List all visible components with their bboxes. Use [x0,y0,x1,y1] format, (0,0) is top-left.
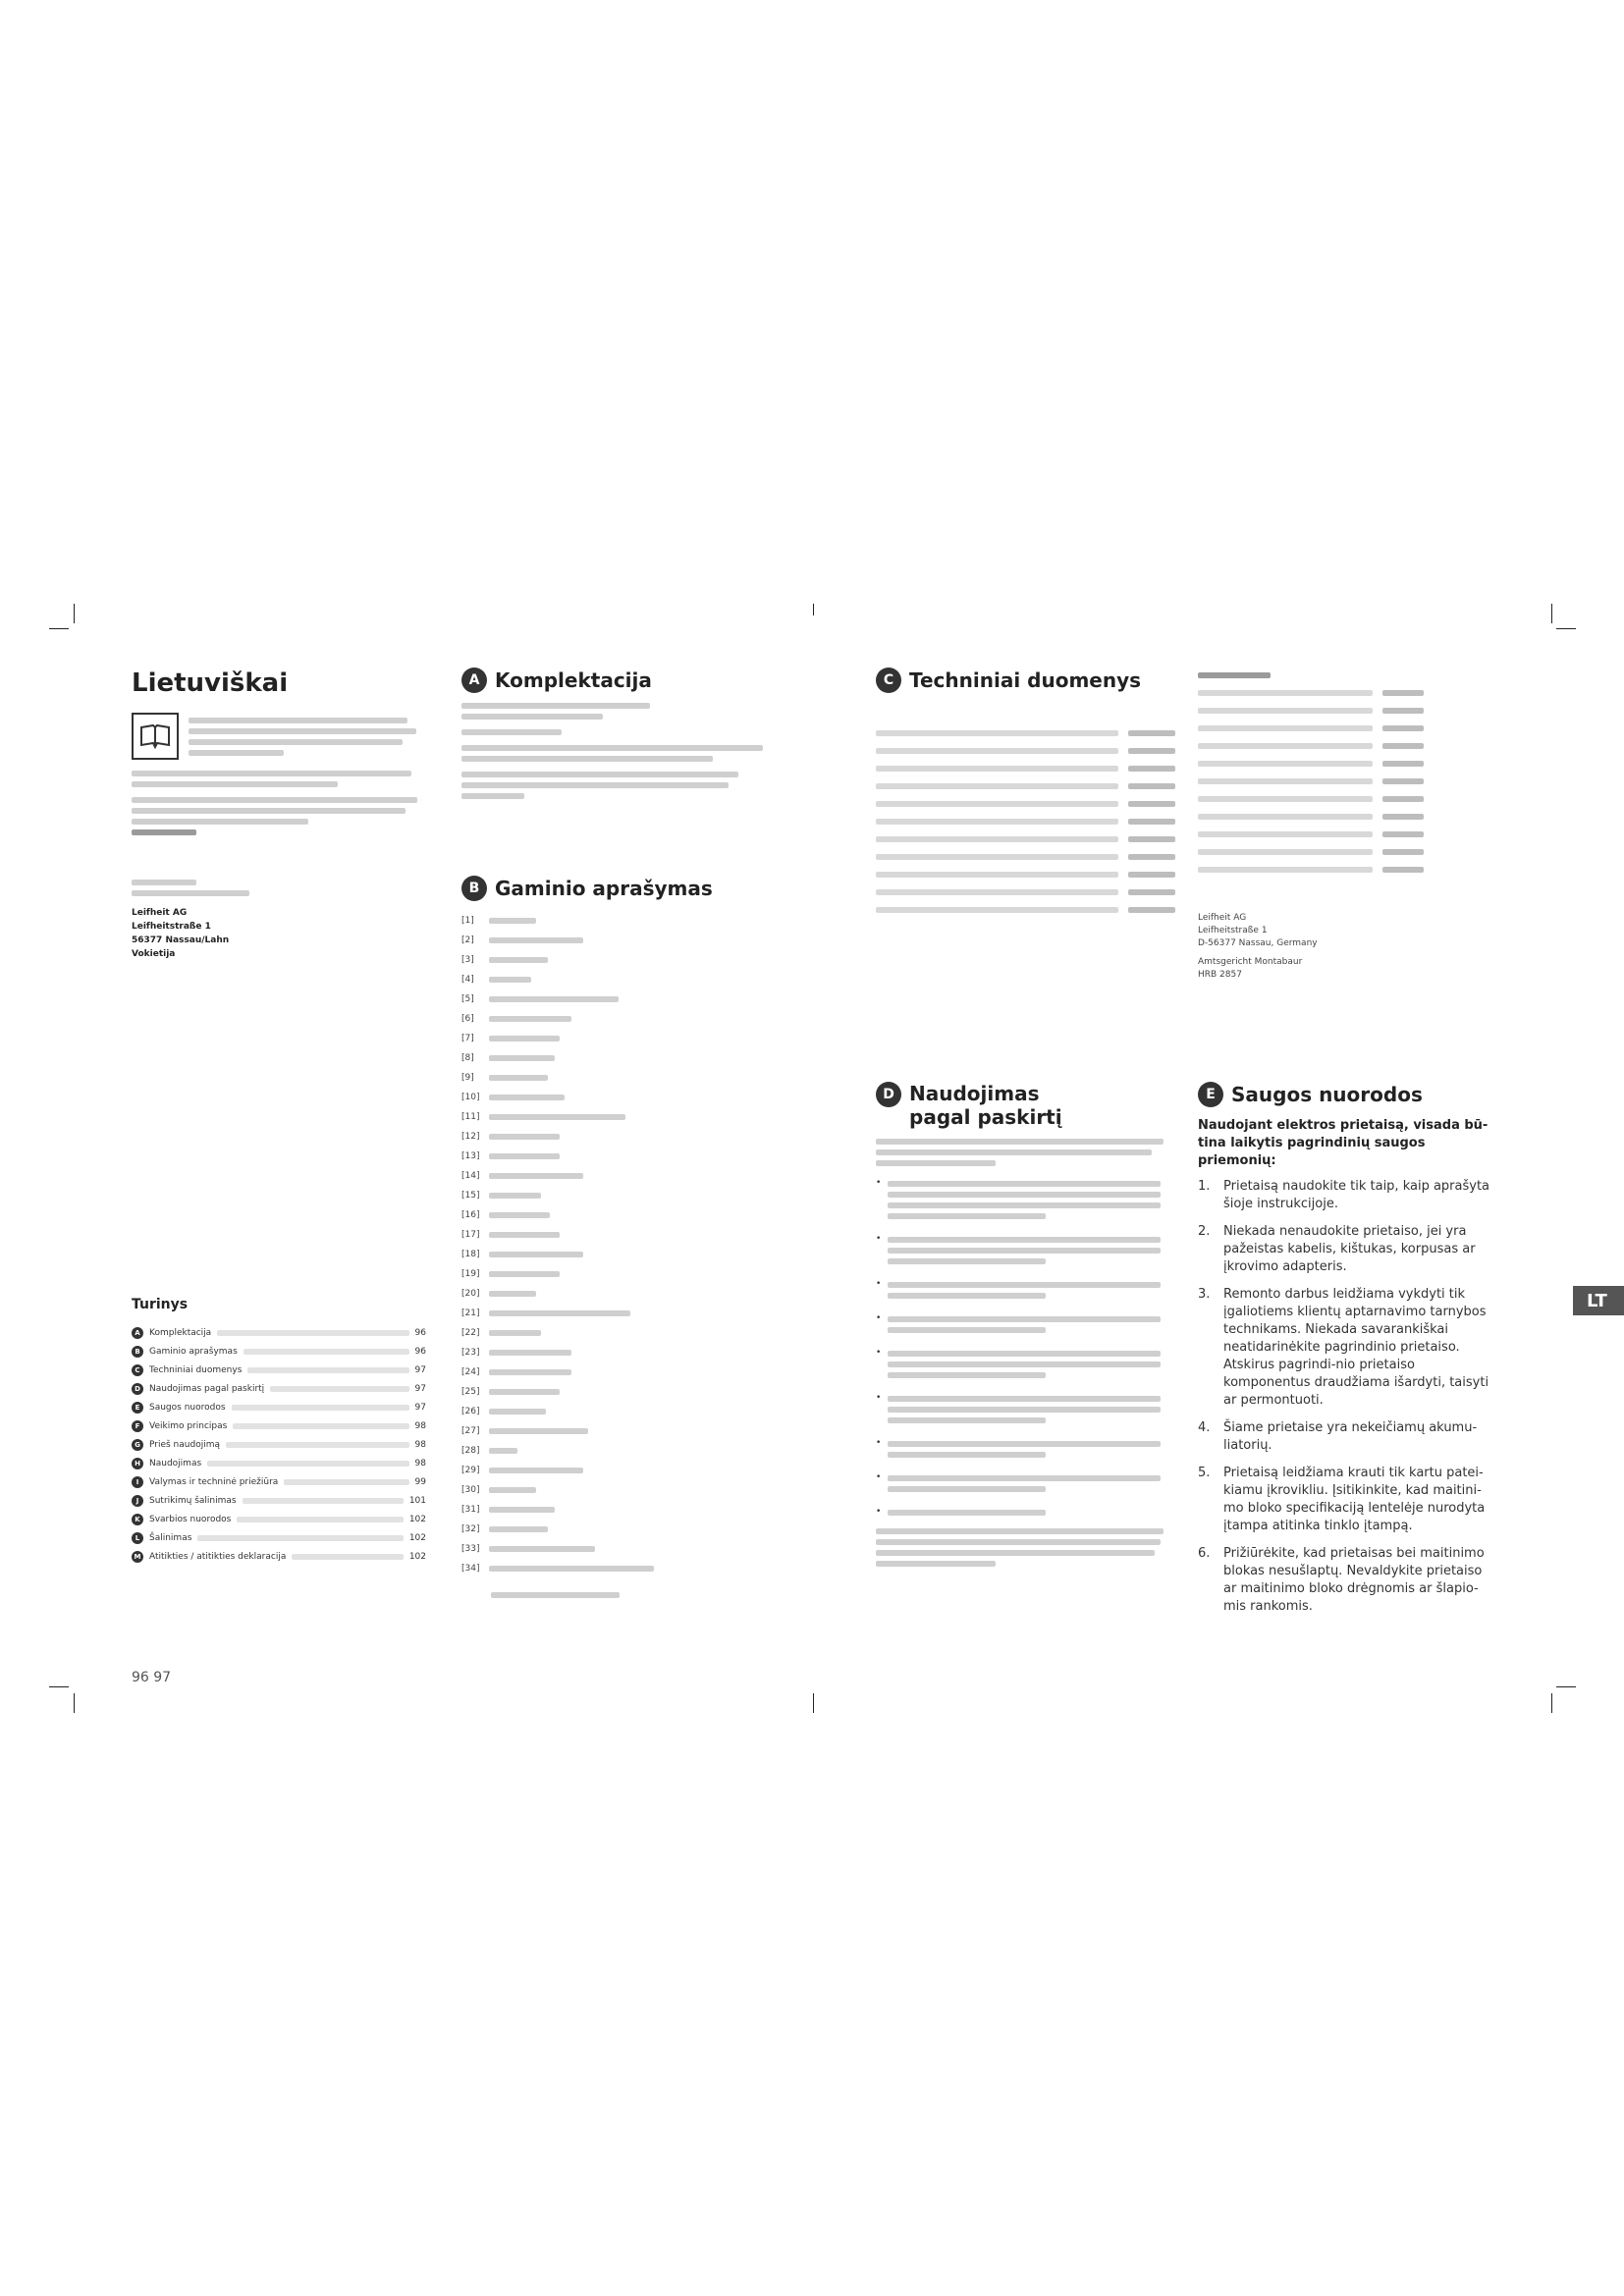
page-numbers: 96 97 [132,1670,172,1685]
part-number: [25] [461,1387,480,1397]
safety-number: 1. [1198,1179,1211,1194]
bullet-icon: • [876,1438,882,1448]
part-item [461,1382,776,1402]
toc-page: 98 [414,1420,426,1431]
toc-label: Saugos nuorodos [149,1402,226,1413]
section-e-header [1198,1082,1492,1107]
crop-mark [49,1686,69,1687]
toc-dots [247,1367,408,1373]
part-number: [28] [461,1446,480,1456]
safety-item [1198,1419,1492,1455]
safety-number: 3. [1198,1287,1211,1302]
bullet-icon: • [876,1234,882,1244]
part-number: [5] [461,994,474,1004]
part-number: [31] [461,1505,480,1515]
part-number: [32] [461,1524,480,1534]
address-line: D-56377 Nassau, Germany [1198,938,1318,948]
spec-row [876,883,1175,901]
part-item [461,931,776,950]
toc-item [132,1323,426,1342]
part-number: [4] [461,975,474,985]
bullet-icon: • [876,1507,882,1517]
part-item [461,1323,776,1343]
usage-bullet [876,1232,1175,1269]
part-item [461,1029,776,1048]
usage-bullet [876,1277,1175,1304]
safety-text: Prižiūrėkite, kad prietaisas bei maitinimo blokas nesušlaptų. Nevaldykite prietaiso ar maitinimo bloko drėgnomis ar šlapio-mis rankomis. [1223,1546,1485,1614]
toc-badge: B [132,1346,143,1358]
crop-mark [813,604,814,615]
tech-data-column [876,667,1175,919]
section-b [461,876,776,1603]
toc-badge: A [132,1327,143,1339]
toc-item [132,1379,426,1398]
part-number: [7] [461,1034,474,1043]
part-number: [23] [461,1348,480,1358]
toc-page: 97 [414,1383,426,1394]
spec-row [1198,720,1424,737]
usage-bullet [876,1311,1175,1338]
toc-badge: M [132,1551,143,1563]
safety-item [1198,1545,1492,1616]
safety-text: Remonto darbus leidžiama vykdyti tik įgaliotiems klientų aptarnavimo tarnybos technikams. Niekada savarankiškai neatidarinėkite pagrindinio prietaiso. Atskirus pagrindi-nio prietaiso komponentus draudžiama išardyti, taisyti ar permontuoti. [1223,1287,1489,1408]
part-number: [13] [461,1151,480,1161]
crop-mark [1551,604,1552,623]
part-item [461,1088,776,1107]
address-line: Leifheit AG [1198,913,1247,923]
toc-badge: D [132,1383,143,1395]
spec-row [876,760,1175,777]
crop-mark [74,1693,75,1713]
toc-page: 96 [414,1346,426,1357]
part-item [461,1107,776,1127]
part-number: [30] [461,1485,480,1495]
crop-mark [49,628,69,629]
safety-number: 6. [1198,1546,1211,1561]
part-number: [15] [461,1191,480,1201]
toc-dots [244,1349,409,1355]
intro-column [132,667,426,1685]
section-badge: B [461,876,487,901]
toc-badge: E [132,1402,143,1414]
part-number: [33] [461,1544,480,1554]
left-page [118,628,795,1688]
toc-badge: F [132,1420,143,1432]
toc-label: Sutrikimų šalinimas [149,1495,237,1506]
section-title-line: Naudojimas [909,1082,1040,1105]
toc-page: 96 [414,1327,426,1338]
part-number: [11] [461,1112,480,1122]
part-number: [26] [461,1407,480,1416]
safety-number: 5. [1198,1466,1211,1480]
spec-row [876,901,1175,919]
usage-bullet [876,1346,1175,1383]
spec-row [876,724,1175,742]
toc-page: 98 [414,1439,426,1450]
toc-item [132,1398,426,1416]
safety-item [1198,1223,1492,1276]
address-line: Leifheitstraße 1 [1198,926,1268,935]
address-line: Amtsgericht Montabaur [1198,957,1303,967]
part-item [461,1520,776,1539]
bullet-icon: • [876,1393,882,1403]
section-badge: E [1198,1082,1223,1107]
part-item [461,1539,776,1559]
spec-row [876,866,1175,883]
toc-dots [233,1423,408,1429]
spec-row [1198,737,1424,755]
charger-data-column [1198,667,1424,982]
toc-dots [226,1442,409,1448]
part-item [461,1048,776,1068]
manual-book-icon [132,713,179,760]
toc-badge: I [132,1476,143,1488]
safety-intro: Naudojant elektros prietaisą, visada bū-tina laikytis pagrindinių saugos priemonių: [1198,1118,1489,1168]
toc-dots [270,1386,408,1392]
part-item [461,1441,776,1461]
address-line: Leifheit AG [132,908,188,918]
part-number: [16] [461,1210,480,1220]
safety-text: Prietaisą leidžiama krauti tik kartu patei-kiamu įkrovikliu. Įsitikinkite, kad maitini-mo bloko specifikaciją lentelėje nurodyta įtampa atitinka tinklo įtampą. [1223,1466,1486,1533]
part-number: [22] [461,1328,480,1338]
toc-item [132,1361,426,1379]
part-item [461,911,776,931]
usage-bullet [876,1470,1175,1497]
part-item [461,1225,776,1245]
section-title [909,1082,1062,1129]
part-item [461,1343,776,1362]
toc-label: Atitikties / atitikties deklaracija [149,1551,287,1562]
spec-row [1198,843,1424,861]
toc-item [132,1435,426,1454]
safety-item [1198,1286,1492,1410]
bullet-icon: • [876,1348,882,1358]
spec-row [876,742,1175,760]
toc-label: Komplektacija [149,1327,212,1338]
toc-dots [232,1405,409,1411]
crop-mark [813,1693,814,1713]
company-address [132,906,426,961]
part-number: [12] [461,1132,480,1142]
part-number: [1] [461,916,474,926]
part-item [461,970,776,989]
part-number: [10] [461,1093,480,1102]
section-e [1198,1082,1492,1626]
toc-page: 102 [408,1551,426,1562]
spec-row [1198,755,1424,773]
part-number: [3] [461,955,474,965]
part-item [461,1461,776,1480]
section-badge: D [876,1082,901,1107]
toc-label: Valymas ir techninė priežiūra [149,1476,279,1487]
toc-page: 99 [414,1476,426,1487]
toc-dots [217,1330,408,1336]
section-title-line: pagal paskirtį [909,1105,1062,1129]
part-item [461,950,776,970]
part-number: [21] [461,1308,480,1318]
toc-page: 102 [408,1514,426,1524]
part-item [461,1421,776,1441]
toc-badge: J [132,1495,143,1507]
spec-row [1198,808,1424,826]
section-title: Saugos nuorodos [1231,1083,1423,1106]
usage-bullet [876,1176,1175,1224]
section-title: Gaminio aprašymas [495,877,713,900]
section-badge: C [876,667,901,693]
section-title: Komplektacija [495,668,652,692]
part-number: [29] [461,1466,480,1475]
part-item [461,1362,776,1382]
language-tab: LT [1573,1286,1624,1315]
safety-text: Šiame prietaise yra nekeičiamų akumu-liatorių. [1223,1420,1478,1453]
safety-item [1198,1178,1492,1213]
toc-item [132,1528,426,1547]
part-number: [2] [461,935,474,945]
toc-label: Veikimo principas [149,1420,228,1431]
bullet-icon: • [876,1279,882,1289]
toc-label: Naudojimas pagal paskirtį [149,1383,265,1394]
table-of-contents [132,1298,426,1566]
part-item [461,1264,776,1284]
part-number: [24] [461,1367,480,1377]
spec-row [1198,702,1424,720]
address-line: 56377 Nassau/Lahn [132,935,230,945]
address-line: HRB 2857 [1198,970,1242,980]
address-line: Leifheitstraße 1 [132,922,211,932]
part-item [461,1402,776,1421]
part-item [461,1009,776,1029]
usage-bullet [876,1436,1175,1463]
bullet-icon: • [876,1472,882,1482]
contents-column [461,667,776,1574]
toc-badge: C [132,1364,143,1376]
toc-label: Techniniai duomenys [149,1364,243,1375]
bullet-icon: • [876,1313,882,1323]
spec-row [1198,826,1424,843]
toc-item [132,1342,426,1361]
part-item [461,1304,776,1323]
toc-label: Naudojimas [149,1458,202,1468]
toc-label: Prieš naudojimą [149,1439,220,1450]
part-number: [20] [461,1289,480,1299]
page-title: Lietuviškai [132,668,289,698]
toc-badge: K [132,1514,143,1525]
section-d [876,1082,1175,1576]
toc-badge: H [132,1458,143,1469]
toc-page: 101 [408,1495,426,1506]
spec-row [1198,684,1424,702]
spec-row [1198,773,1424,790]
part-item [461,1205,776,1225]
part-item [461,1166,776,1186]
toc-badge: L [132,1532,143,1544]
toc-badge: G [132,1439,143,1451]
section-c-header [876,667,1175,693]
toc-item [132,1454,426,1472]
part-item [461,1186,776,1205]
part-number: [19] [461,1269,480,1279]
section-d-header [876,1082,1175,1129]
part-item [461,1245,776,1264]
part-item [461,1284,776,1304]
part-item [461,1559,776,1578]
part-item [461,1480,776,1500]
safety-text: Prietaisą naudokite tik taip, kaip aprašyta šioje instrukcijoje. [1223,1179,1490,1211]
part-number: [27] [461,1426,480,1436]
toc-page: 102 [408,1532,426,1543]
part-item [461,1068,776,1088]
toc-dots [292,1554,403,1560]
right-page [864,628,1607,1688]
spec-row [876,848,1175,866]
toc-item [132,1491,426,1510]
section-b-header [461,876,776,901]
toc-label: Šalinimas [149,1532,192,1543]
part-number: [14] [461,1171,480,1181]
spec-row [876,777,1175,795]
toc-heading: Turinys [132,1297,189,1312]
usage-bullet [876,1505,1175,1521]
part-number: [18] [461,1250,480,1259]
toc-dots [237,1517,403,1522]
section-title: Techniniai duomenys [909,668,1142,692]
crop-mark [1551,1693,1552,1713]
spec-row [876,830,1175,848]
toc-page: 98 [414,1458,426,1468]
toc-item [132,1547,426,1566]
part-item [461,989,776,1009]
part-number: [34] [461,1564,480,1574]
address-line: Vokietija [132,949,176,959]
part-item [461,1127,776,1147]
manufacturer-address [1198,912,1424,982]
spec-row [1198,861,1424,879]
toc-page: 97 [414,1402,426,1413]
section-a-header [461,667,776,693]
spec-row [876,813,1175,830]
safety-text: Niekada nenaudokite prietaiso, jei yra pažeistas kabelis, kištukas, korpusas ar įkrovimo adapteris. [1223,1224,1476,1274]
toc-label: Svarbios nuorodos [149,1514,232,1524]
toc-dots [207,1461,408,1467]
toc-item [132,1510,426,1528]
part-item [461,1500,776,1520]
safety-number: 4. [1198,1420,1211,1435]
toc-label: Gaminio aprašymas [149,1346,238,1357]
safety-number: 2. [1198,1224,1211,1239]
crop-mark [74,604,75,623]
toc-item [132,1416,426,1435]
part-number: [17] [461,1230,480,1240]
safety-item [1198,1465,1492,1535]
part-number: [6] [461,1014,474,1024]
toc-dots [243,1498,404,1504]
usage-bullet [876,1391,1175,1428]
toc-dots [284,1479,408,1485]
part-item [461,1147,776,1166]
spec-row [1198,790,1424,808]
toc-dots [197,1535,403,1541]
part-number: [8] [461,1053,474,1063]
spec-row [876,795,1175,813]
part-number: [9] [461,1073,474,1083]
toc-item [132,1472,426,1491]
toc-page: 97 [414,1364,426,1375]
section-badge: A [461,667,487,693]
bullet-icon: • [876,1178,882,1188]
